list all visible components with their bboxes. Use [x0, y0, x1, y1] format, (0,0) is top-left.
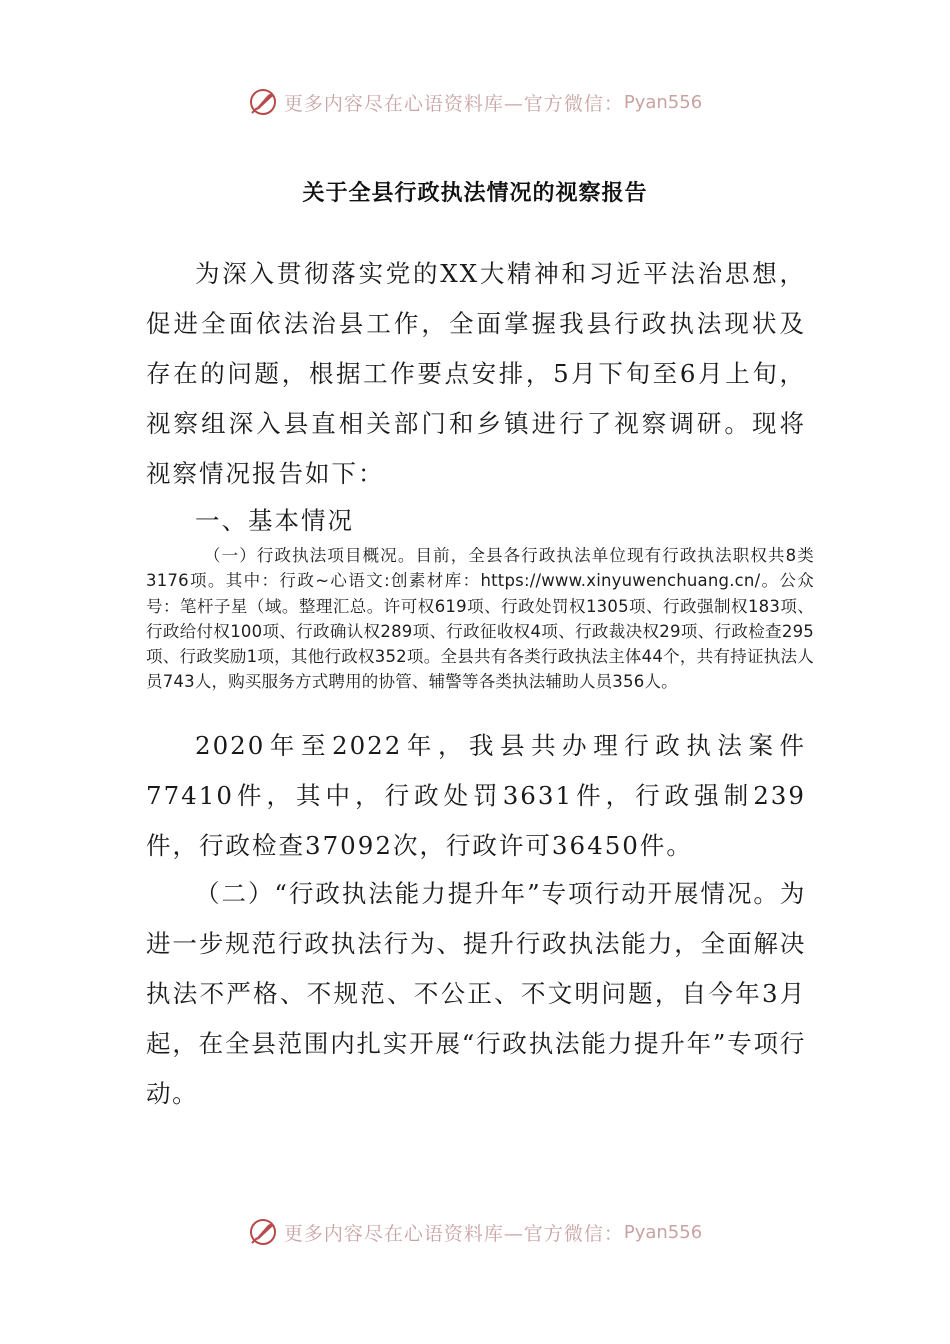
- section-heading-basic-situation: 一、基本情况: [195, 506, 354, 535]
- watermark-text: 更多内容尽在心语资料库—官方微信：: [283, 92, 624, 115]
- intro-paragraph: 为深入贯彻落实党的XX大精神和习近平法治思想，促进全面依法治县工作，全面掌握我县行政执法现状及存在的问题，根据工作要点安排，5月下旬至6月上旬，视察组深入县直相关部门和乡镇进行了视察调研。现将视察情况报告如下：: [146, 259, 806, 488]
- enforcement-items-overview: （一）行政执法项目概况。目前，全县各行政执法单位现有行政执法职权共8类3176项。其中：行政~心语文:创素材库：https://www.xinyuwenchuang.cn/。公众号：笔杆子星（域。整理汇总。许可权619项、行政处罚权1305项、行政强制权183项、行政给付权100项、行政确认权289项、行政征收权4项、行政裁决权29项、行政检查295项、行政奖励1项，其他行政权352项。全县共有各类行政执法主体44个，共有持证执法人员743人，购买服务方式聘用的协管、辅警等各类执法辅助人员356人。: [146, 546, 814, 692]
- watermark-wechat-id: Pyan556: [623, 1221, 703, 1243]
- watermark-wechat-id: Pyan556: [623, 91, 703, 113]
- special-action-paragraph: （二）“行政执法能力提升年”专项行动开展情况。为进一步规范行政执法行为、提升行政执法能力，全面解决执法不严格、不规范、不公正、不文明问题，自今年3月起，在全县范围内扎实开展“行政执法能力提升年”专项行动。: [146, 879, 806, 1108]
- footer-watermark: [0, 1212, 950, 1252]
- cases-paragraph: 2020年至2022年，我县共办理行政执法案件77410件，其中，行政处罚3631件，行政强制239件，行政检查37092次，行政许可36450件。: [146, 731, 806, 860]
- quill-logo-icon: [248, 1217, 278, 1247]
- header-watermark: [0, 82, 950, 122]
- quill-logo-icon: [248, 87, 278, 117]
- watermark-text: 更多内容尽在心语资料库—官方微信：: [283, 1222, 624, 1245]
- document-title: 关于全县行政执法情况的视察报告: [302, 181, 648, 206]
